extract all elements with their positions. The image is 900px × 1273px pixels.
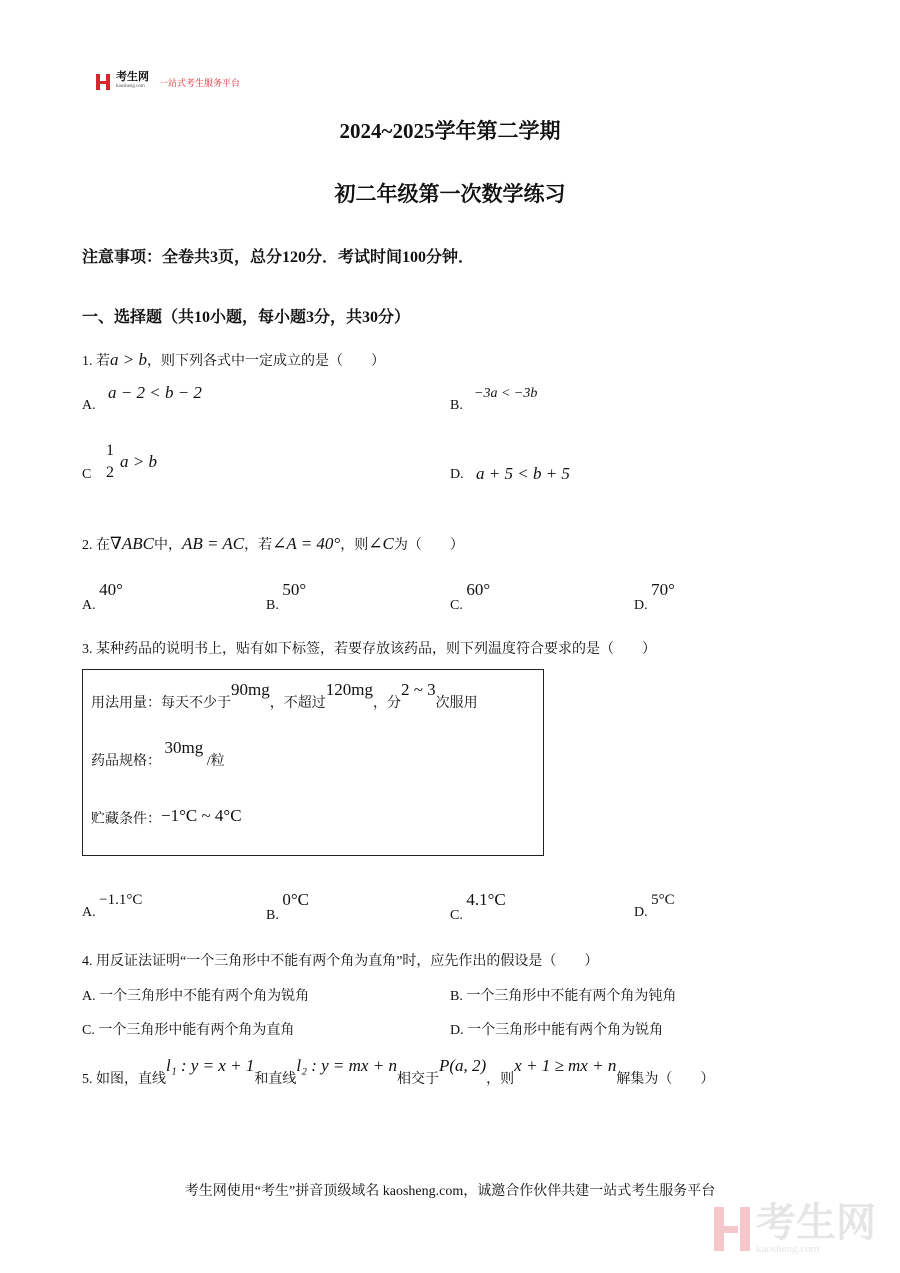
logo-slogan: 一站式考生服务平台: [159, 77, 241, 88]
logo-name: 考生网 kaosheng.com: [116, 71, 149, 89]
q1-option-d-text: a + 5 < b + 5: [476, 464, 570, 483]
q1-option-d[interactable]: D.: [450, 467, 464, 482]
watermark-logo-icon: [714, 1207, 750, 1251]
q1-option-c[interactable]: C: [82, 467, 92, 482]
q3-option-a[interactable]: A. −1.1°C: [82, 892, 143, 920]
exam-title: 初二年级第一次数学练习: [334, 182, 566, 206]
q2-option-a[interactable]: A. 40°: [82, 580, 123, 613]
q3-option-d[interactable]: D. 5°C: [634, 892, 675, 920]
q1-option-a-text: a − 2 < b − 2: [108, 383, 202, 402]
q3-option-b[interactable]: B. 0°C: [266, 890, 309, 923]
q2-option-c[interactable]: C. 60°: [450, 580, 491, 613]
q2-option-b[interactable]: B. 50°: [266, 580, 307, 613]
dosage-row: 用法用量：每天不少于90mg，不超过120mg，分2 ~ 3次服用: [91, 680, 478, 711]
spec-row: 药品规格： 30mg /粒: [91, 738, 225, 769]
question-3-stem: 3. 某种药品的说明书上，贴有如下标签，若要存放该药品，则下列温度符合要求的是（ ）: [82, 642, 656, 657]
q1-option-a[interactable]: A.: [82, 398, 96, 413]
medicine-label-box: [82, 669, 544, 856]
footer-text: 考生网使用“考生”拼音顶级域名 kaosheng.com，诚邀合作伙伴共建一站式考生服务平台: [184, 1184, 716, 1199]
fraction-one-half: 1 2: [106, 442, 114, 481]
q4-option-a[interactable]: A. 一个三角形中不能有两个角为锐角: [82, 989, 310, 1004]
q3-option-c[interactable]: C. 4.1°C: [450, 890, 506, 923]
watermark: 考生网 kaosheng.com: [714, 1203, 876, 1255]
site-logo: [96, 72, 240, 92]
section-heading: 一、选择题（共10小题，每小题3分，共30分）: [82, 309, 411, 326]
q4-option-c[interactable]: C. 一个三角形中能有两个角为直角: [82, 1023, 295, 1038]
exam-term-title: 2024~2025学年第二学期: [339, 119, 561, 143]
question-2-stem: 2. 在∇ABC中，AB = AC，若∠A = 40°，则∠C为（ ）: [82, 534, 464, 553]
storage-row: 贮藏条件：−1°C ~ 4°C: [91, 806, 242, 827]
q2-option-d[interactable]: D. 70°: [634, 580, 675, 613]
question-5-stem: 5. 如图，直线l₁ : y = x + 1和直线l₂ : y = mx + n相交于P(a, 2)，则x + 1 ≥ mx + n解集为（ ）: [82, 1056, 715, 1087]
q1-option-b[interactable]: B.: [450, 398, 463, 413]
question-4-stem: 4. 用反证法证明“一个三角形中不能有两个角为直角”时，应先作出的假设是（ ）: [82, 954, 599, 969]
question-1-stem: 1. 若a > b，则下列各式中一定成立的是（ ）: [82, 350, 385, 369]
logo-icon: [96, 74, 110, 90]
q4-option-d[interactable]: D. 一个三角形中能有两个角为锐角: [450, 1023, 664, 1038]
q4-option-b[interactable]: B. 一个三角形中不能有两个角为钝角: [450, 989, 677, 1004]
notice: 注意事项：全卷共3页，总分120分．考试时间100分钟．: [82, 249, 475, 266]
q1-option-c-text: a > b: [120, 452, 157, 471]
q1-option-b-text: −3a < −3b: [474, 386, 538, 401]
